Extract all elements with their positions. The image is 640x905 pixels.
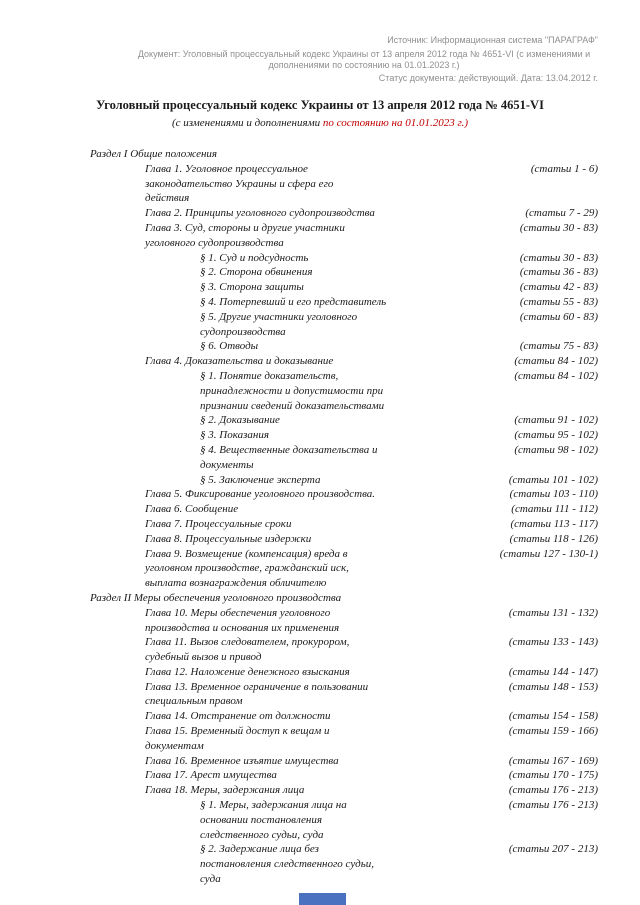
toc-entry-title: § 1. Меры, задержания лица на основании постановления следственного судьи, суда [200,799,347,841]
toc-entry [90,665,598,680]
toc-entry-title: Глава 12. Наложение денежного взыскания [145,665,350,678]
toc-entry [90,280,598,295]
amendment-date: по состоянию на 01.01.2023 г.) [322,117,469,129]
toc-entry-title: § 3. Сторона защиты [200,281,304,294]
document-header [130,35,598,84]
toc-entry-title: Глава 2. Принципы уголовного судопроизводства [145,207,375,220]
toc-entry-title: Глава 15. Временный доступ к вещам и документам [145,725,330,752]
toc-entry-articles: (статьи 159 - 166) [508,725,598,738]
toc-entry-title: Глава 9. Возмещение (компенсация) вреда в уголовном производстве, гражданский иск, выплата вознаграждения обличителю [145,547,349,590]
toc-entry-title: § 2. Сторона обвинения [200,266,313,279]
toc-entry-articles: (статьи 148 - 153) [508,680,598,693]
taskbar-fragment[interactable] [299,893,346,905]
toc-entry [90,221,598,251]
toc-entry [90,547,598,591]
toc-entry-articles: (статьи 36 - 83) [519,266,598,279]
toc-entry-title: Глава 7. Процессуальные сроки [145,517,292,530]
toc-entry [90,709,598,724]
toc-entry-articles: (статьи 144 - 147) [508,665,598,678]
toc-entry-articles: (статьи 1 - 6) [530,162,598,175]
toc-entry-articles: (статьи 118 - 126) [509,532,598,545]
toc-entry [90,354,598,369]
toc-entry [90,591,598,606]
toc-entry-title: Глава 1. Уголовное процессуальное законодательство Украины и сфера его действия [145,162,334,205]
toc-entry-articles: (статьи 111 - 112) [511,503,598,516]
toc-entry [90,413,598,428]
toc-entry-title: § 2. Доказывание [200,414,280,427]
toc-entry-title: Раздел I Общие положения [90,148,218,160]
amendment-note [0,116,640,130]
toc-entry-articles: (статьи 91 - 102) [514,414,598,427]
toc-entry [90,842,598,886]
toc-entry-title: Глава 16. Временное изъятие имущества [145,754,339,767]
toc-entry-articles: (статьи 42 - 83) [519,281,598,294]
toc-entry-articles: (статьи 55 - 83) [519,295,598,308]
amendment-prefix: (с изменениями и дополнениями [171,117,323,129]
toc-entry [90,473,598,488]
toc-entry-articles: (статьи 176 - 213) [508,784,598,797]
toc-entry [90,147,598,162]
toc-entry [90,532,598,547]
toc-entry [90,206,598,221]
toc-entry-title: Глава 17. Арест имущества [145,769,277,782]
toc-entry-articles: (статьи 101 - 102) [508,473,598,486]
toc-entry-title: Глава 11. Вызов следователем, прокурором, судебный вызов и привод [145,636,350,664]
toc-entry-title: Глава 10. Меры обеспечения уголовного производства и основания их применения [145,606,340,634]
toc-entry [90,487,598,502]
toc-entry [90,265,598,280]
toc-entry-title: Раздел II Меры обеспечения уголовного производства [90,591,342,604]
toc-entry-title: § 5. Заключение эксперта [200,473,321,486]
toc-entry [90,798,598,842]
toc-entry-title: Глава 14. Отстранение от должности [145,710,331,723]
toc-entry-title: § 3. Показания [200,429,269,442]
status-line: Статус документа: действующий. Дата: 13.04.2012 г. [378,72,598,83]
toc-entry [90,428,598,443]
toc-entry-title: § 4. Вещественные доказательства и документы [200,443,378,471]
toc-entry-title: Глава 4. Доказательства и доказывание [145,355,334,368]
toc-entry [90,369,598,413]
toc-entry-articles: (статьи 60 - 83) [519,310,598,323]
toc-entry-articles: (статьи 131 - 132) [508,606,598,619]
toc-entry [90,517,598,532]
toc-entry-articles: (статьи 167 - 169) [508,754,598,767]
toc-entry-articles: (статьи 207 - 213) [508,843,598,856]
toc-entry-title: § 5. Другие участники уголовного судопроизводства [200,310,358,338]
toc-entry-title: § 4. Потерпевший и его представитель [200,295,387,308]
toc-entry-articles: (статьи 75 - 83) [519,340,598,353]
document-line: Документ: Уголовный процессуальный кодекс Украины от 13 апреля 2012 года № 4651-VI (с изменениями и дополнениями по состоянию на 01.01.2023 г.) [137,48,591,70]
toc-entry-title: § 1. Понятие доказательств, принадлежности и допустимости при признании сведений доказательствами [200,369,385,412]
toc-entry [90,251,598,266]
toc-entry-title: Глава 5. Фиксирование уголовного производства. [145,488,376,501]
toc-entry-title: Глава 8. Процессуальные издержки [145,532,312,545]
source-line: Источник: Информационная система "ПАРАГРАФ" [387,35,598,45]
toc-entry-title: Глава 13. Временное ограничение в пользовании специальным правом [145,680,369,708]
toc-entry [90,443,598,473]
toc-entry-articles: (статьи 133 - 143) [508,636,598,649]
toc-entry-articles: (статьи 170 - 175) [508,769,598,782]
toc-entry-articles: (статьи 84 - 102) [514,369,598,382]
toc-entry [90,783,598,798]
toc-entry [90,310,598,340]
toc-entry [90,162,598,206]
toc-entry-title: Глава 3. Суд, стороны и другие участники уголовного судопроизводства [145,221,345,249]
toc-entry [90,502,598,517]
toc-entry [90,754,598,769]
toc-entry [90,680,598,710]
toc-entry-title: Глава 6. Сообщение [145,503,239,516]
toc-entry-articles: (статьи 127 - 130-1) [499,547,598,560]
toc-entry-title: Глава 18. Меры, задержания лица [145,784,305,797]
toc-entry-title: § 6. Отводы [200,340,259,353]
toc-entry-articles: (статьи 176 - 213) [508,799,598,812]
toc-entry-articles: (статьи 30 - 83) [519,221,598,234]
toc-entry-articles: (статьи 84 - 102) [514,355,598,368]
toc-entry-title: § 1. Суд и подсудность [200,251,309,264]
toc-entry-articles: (статьи 7 - 29) [525,207,598,220]
toc-entry-articles: (статьи 30 - 83) [519,251,598,264]
toc-entry [90,339,598,354]
toc-entry-articles: (статьи 154 - 158) [508,710,598,723]
table-of-contents [90,147,598,887]
document-title: Уголовный процессуальный кодекс Украины от 13 апреля 2012 года № 4651-VI [96,98,544,112]
toc-entry [90,606,598,636]
toc-entry-articles: (статьи 98 - 102) [514,443,598,456]
toc-entry [90,295,598,310]
toc-entry-articles: (статьи 103 - 110) [509,488,598,501]
toc-entry [90,768,598,783]
toc-entry-title: § 2. Задержание лица без постановления следственного судьи, суда [200,843,375,886]
toc-entry [90,724,598,754]
toc-entry-articles: (статьи 95 - 102) [514,429,598,442]
toc-entry [90,635,598,665]
toc-entry-articles: (статьи 113 - 117) [510,517,598,530]
